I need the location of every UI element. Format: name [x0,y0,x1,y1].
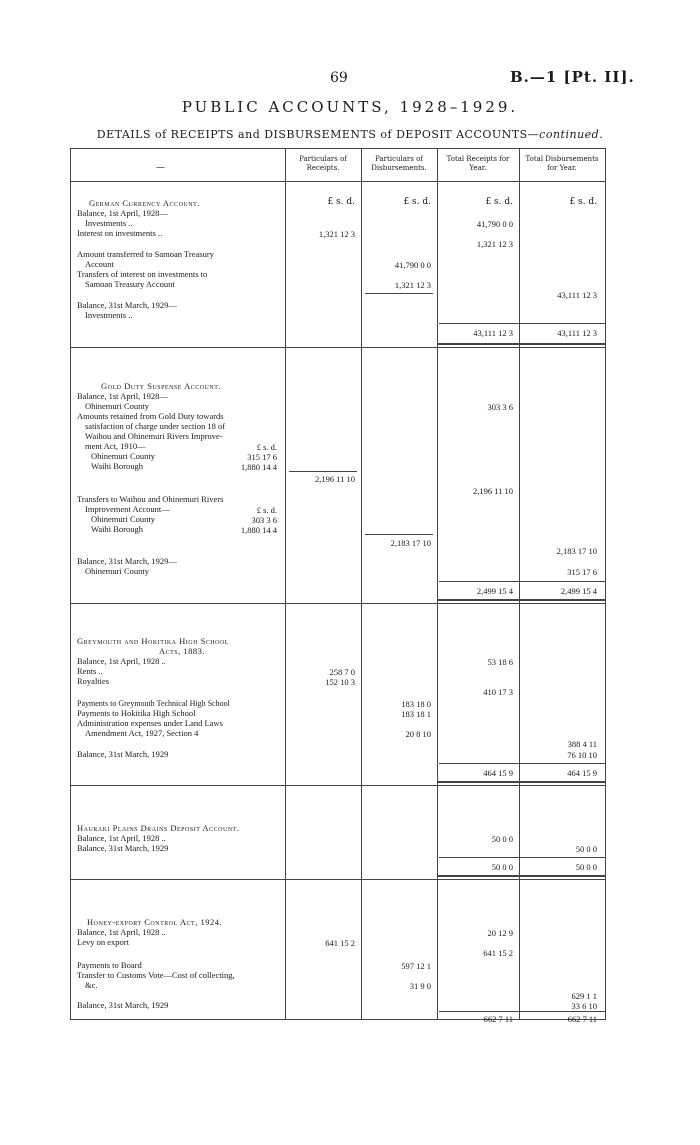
amount: 1,880 14 4 [240,525,277,535]
section-rule [71,603,605,604]
line-item: Payments to Hokitika High School [77,708,196,718]
amount: 20 8 10 [405,729,431,739]
line-item: Samoan Treasury Account [85,279,175,289]
section-title-gold: Gold Duty Suspense Account. [101,381,222,391]
subtitle-continued: —continued. [527,128,604,141]
page-subtitle [0,128,700,141]
amount: 183 18 1 [401,709,431,719]
amount: 20 12 9 [487,928,513,938]
line-item: Amendment Act, 1927, Section 4 [85,728,199,738]
section-title-greymouth-2: Acts, 1883. [159,646,206,656]
line-item: Balance, 1st April, 1928— [77,391,168,401]
total-receipts-header: Total Receipts for Year. [446,155,510,172]
total-amount: 50 0 0 [491,862,513,872]
amount: 53 18 6 [487,657,513,667]
line-item: Balance, 1st April, 1928 .. [77,833,166,843]
total-rule [439,763,605,764]
section-rule [71,347,605,348]
line-item: &c. [85,980,98,990]
section-title-greymouth: Greymouth and Hokitika High School [77,636,229,646]
line-item: ment Act, 1910— [85,441,146,451]
line-item: Balance, 1st April, 1928 .. [77,656,166,666]
line-item: Transfer to Customs Vote—Cost of collecting, [77,970,235,980]
amount: 641 15 2 [483,948,513,958]
double-rule [437,599,605,601]
deposit-accounts-table [70,148,606,1024]
amount: 76 10 10 [567,750,597,760]
line-item: Improvement Account— [85,504,170,514]
line-item: Ohinemuri County [85,566,149,576]
amount: 152 10 3 [325,677,355,687]
amount: 303 3 6 [487,402,513,412]
line-item: Ohinemuri County [91,451,155,461]
section-title-german: German Currency Account. [89,198,200,208]
line-item: Administration expenses under Land Laws [77,718,223,728]
lsd-label: £ s. d. [403,197,431,207]
amount: 2,183 17 10 [556,546,597,556]
line-item: Balance, 31st March, 1929 [77,843,169,853]
particulars-disbursements-header: Particulars of Disbursements. [371,155,427,172]
section-rule [71,879,605,880]
section-rule [71,785,605,786]
total-rule [439,857,605,858]
line-item: Transfers to Waihou and Ohinemuri Rivers [77,494,224,504]
subtotal-rule [365,293,433,294]
line-item: Amounts retained from Gold Duty towards [77,411,224,421]
line-item: Investments .. [85,310,133,320]
column-rule [285,149,286,1019]
double-rule [437,343,605,345]
amount: 41,790 0 0 [394,260,431,270]
amount: 1,880 14 4 [240,462,277,472]
section-title-honey: Honey-export Control Act, 1924. [87,917,223,927]
total-amount: 662 7 11 [483,1014,513,1024]
line-item: Interest on investments .. [77,228,163,238]
line-item: Transfers of interest on investments to [77,269,208,279]
amount: 2,196 11 10 [472,486,513,496]
line-item: Rents .. [77,666,103,676]
amount: 1,321 12 3 [394,280,431,290]
line-item: Waihi Borough [91,524,143,534]
total-disbursements-header: Total Disbursements for Year. [525,155,599,172]
subtotal-rule [289,471,357,472]
line-item: Royalties [77,676,110,686]
line-item: Investments .. [85,218,133,228]
header-rule [71,181,605,182]
amount: 641 15 2 [325,938,355,948]
double-rule [437,781,605,783]
amount: 50 0 0 [575,844,597,854]
amount: 629 1 1 [571,991,597,1001]
line-item: Balance, 31st March, 1929— [77,556,177,566]
total-amount: 50 0 0 [575,862,597,872]
line-item: Levy on export [77,937,129,947]
lsd-label: £ s. d. [256,505,277,515]
amount: 258 7 0 [329,667,355,677]
line-item: Payments to Board [77,960,142,970]
total-amount: 2,499 15 4 [560,586,597,596]
amount: 31 9 0 [409,981,431,991]
line-item: Payments to Greymouth Technical High School [77,699,230,708]
line-item: Balance, 1st April, 1928— [77,208,168,218]
description-column-header: — [156,163,165,173]
line-item: Balance, 31st March, 1929— [77,300,177,310]
amount: 33 6 10 [571,1001,597,1011]
amount: 43,111 12 3 [557,290,597,300]
amount: 303 3 6 [251,515,277,525]
total-rule [439,323,605,324]
amount: 50 0 0 [491,834,513,844]
total-amount: 464 15 9 [567,768,597,778]
total-amount: 464 15 9 [483,768,513,778]
lsd-label: £ s. d. [569,197,597,207]
column-rule [437,149,438,1019]
line-item: Amount transferred to Samoan Treasury [77,249,214,259]
amount: 315 17 6 [247,452,277,462]
total-amount: 2,499 15 4 [476,586,513,596]
line-item: Balance, 31st March, 1929 [77,749,169,759]
page-number: 69 [330,70,348,86]
subtitle-main: DETAILS of RECEIPTS and DISBURSEMENTS of DEPOSIT ACCOUNTS [96,128,528,141]
amount: 315 17 6 [567,567,597,577]
particulars-receipts-header: Particulars of Receipts. [299,155,347,172]
amount: 183 18 0 [401,699,431,709]
total-rule [439,581,605,582]
column-rule [519,149,520,1019]
double-rule [437,875,605,877]
line-item: Balance, 31st March, 1929 [77,1000,169,1010]
total-amount: 662 7 11 [567,1014,597,1024]
line-item: satisfaction of charge under section 18 of [85,421,226,431]
line-item: Account [85,259,114,269]
line-item: Ohinemuri County [85,401,149,411]
line-item: Balance, 1st April, 1928 .. [77,927,166,937]
lsd-label: £ s. d. [327,197,355,207]
section-title-hauraki: Hauraki Plains Drains Deposit Account. [77,823,240,833]
total-amount: 43,111 12 3 [557,328,597,338]
amount: 410 17 3 [483,687,513,697]
column-rule [361,149,362,1019]
line-item: Ohinemuri County [91,514,155,524]
total-amount: 43,111 12 3 [473,328,513,338]
amount: 388 4 11 [567,739,597,749]
amount: 41,790 0 0 [476,219,513,229]
amount: 1,321 12 3 [476,239,513,249]
line-item: Waihou and Ohinemuri Rivers Improve- [85,431,223,441]
subtotal-rule [365,534,433,535]
page-title: PUBLIC ACCOUNTS, 1928–1929. [181,98,519,116]
amount: 2,196 11 10 [314,474,355,484]
lsd-label: £ s. d. [256,442,277,452]
amount: 597 12 1 [401,961,431,971]
document-reference: B.—1 [Pt. II]. [510,68,635,86]
amount: 2,183 17 10 [390,538,431,548]
lsd-label: £ s. d. [485,197,513,207]
total-rule [439,1011,605,1012]
amount: 1,321 12 3 [318,229,355,239]
line-item: Waihi Borough [91,461,143,471]
